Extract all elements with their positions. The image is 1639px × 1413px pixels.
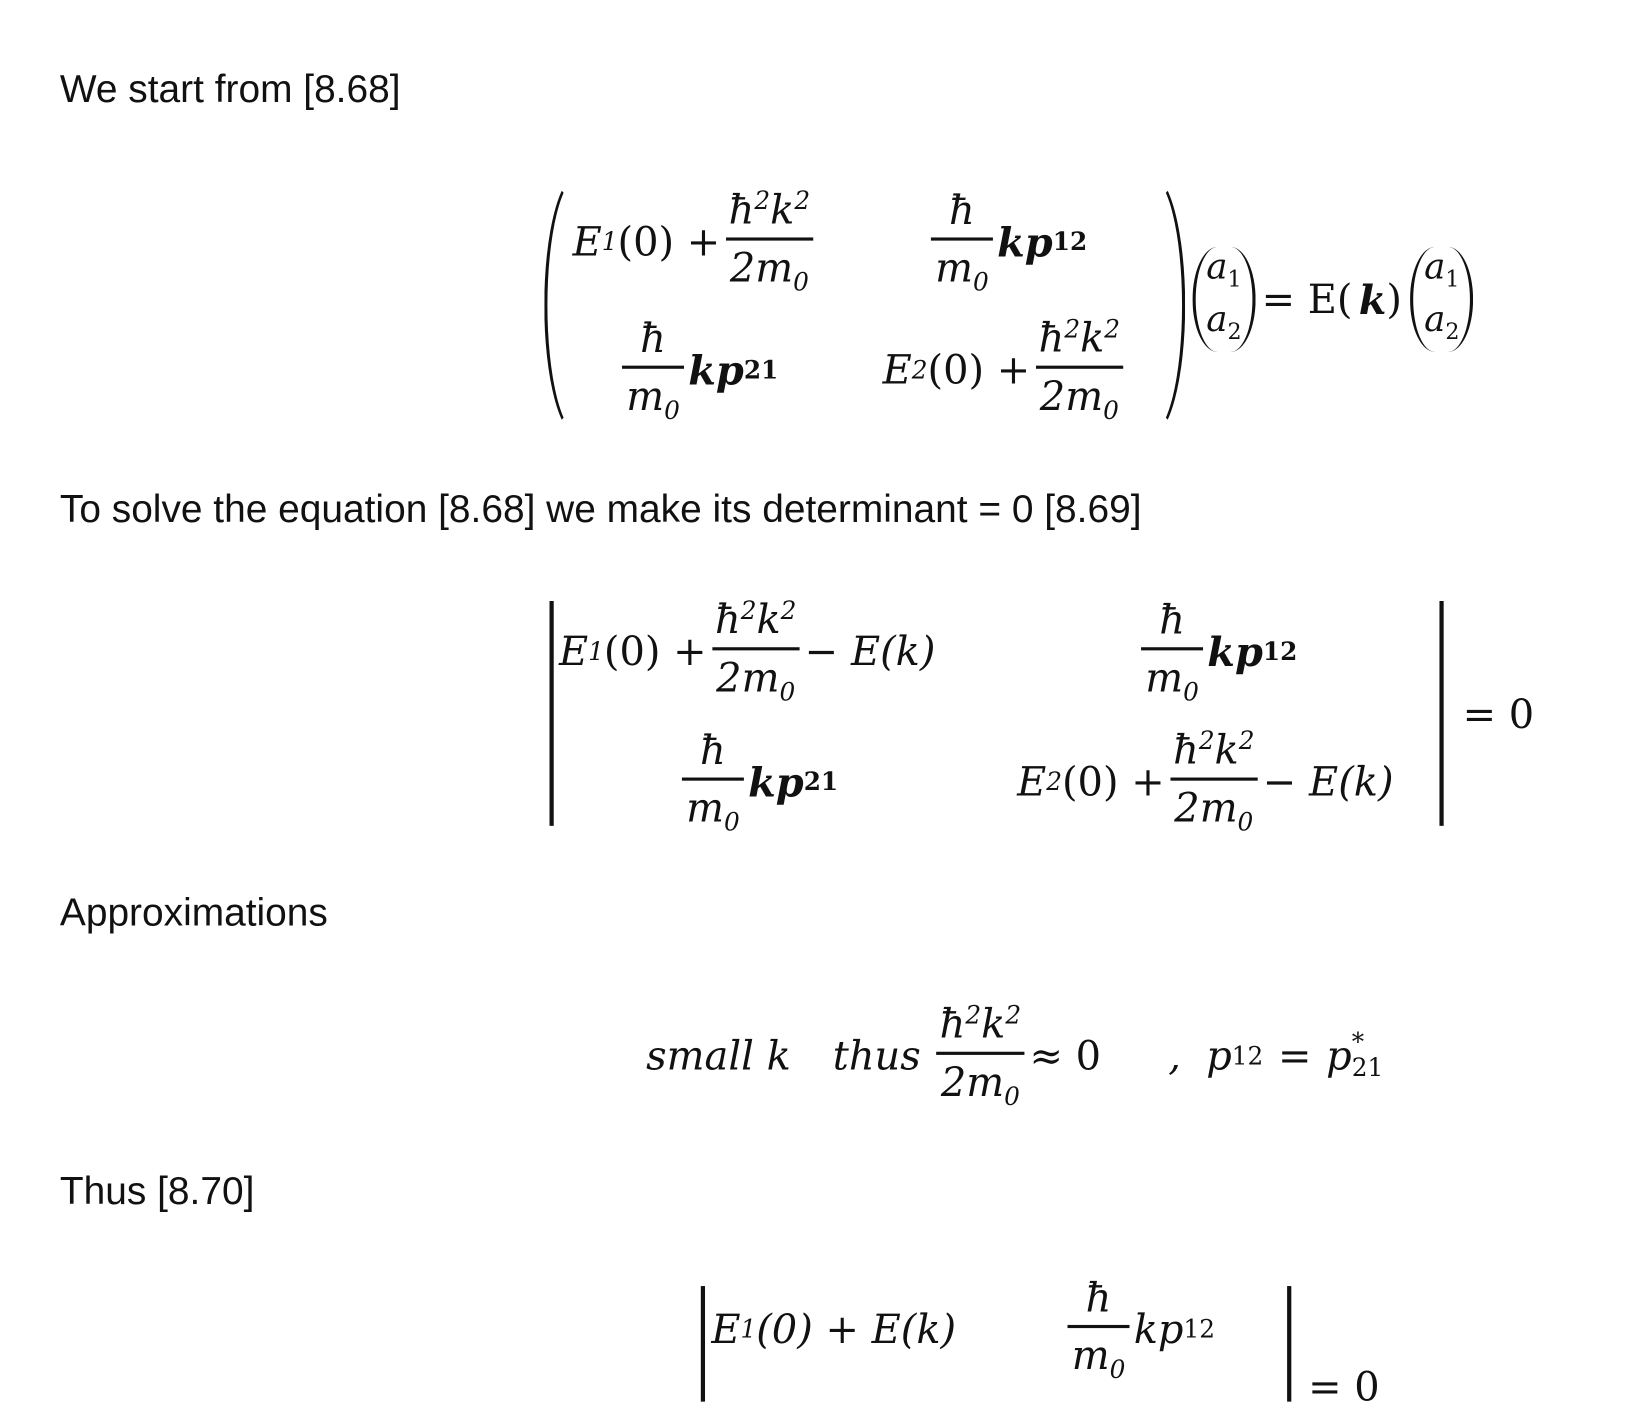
det-cell-21: $\frac{ħ}{m_0}$ kp 21: [678, 719, 838, 845]
determinant-bar-left: [701, 1286, 705, 1402]
vector-a-rhs: $a_1$ $a_2$: [1410, 247, 1473, 352]
matrix-cell-12: $\frac{ħ}{m_0}$ kp 12: [927, 179, 1087, 305]
matrix-cell-21: $\frac{ħ}{m_0}$ kp 21: [618, 307, 778, 433]
vector-a: $a_1$ $a_2$: [1193, 247, 1256, 352]
det-cell-12: $\frac{ħ}{m_0}$ kp 12: [1137, 588, 1297, 714]
matrix-cell-11: E 1 (0) + $\frac{ħ^2k^2}{2m_0}$: [573, 179, 819, 305]
paragraph-thus: Thus [8.70]: [59, 1169, 255, 1213]
matrix-cell-22: E 2 (0) + $\frac{ħ^2k^2}{2m_0}$: [883, 307, 1129, 433]
determinant-bar-right: [1287, 1286, 1291, 1402]
determinant-bar-right: [1439, 601, 1443, 826]
det-cell-22: E 2 (0) + $\frac{ħ^2k^2}{2m_0}$ − E(k): [1017, 726, 1394, 838]
paragraph-approximations: Approximations: [59, 890, 328, 935]
equals-zero: = 0: [1308, 1363, 1380, 1411]
det-cell-11: E 1 (0) + $\frac{ħ^2k^2}{2m_0}$ − E(k): [558, 596, 936, 707]
paragraph-intro: We start from [8.68]: [59, 67, 401, 111]
equals-zero: = 0: [1462, 691, 1535, 738]
equation-rhs: $a_1$ $a_2$ = E( k ) $a_1$ $a_2$: [1193, 257, 1474, 341]
paragraph-determinant: To solve the equation [8.68] we make its determinant = 0 [8.69]: [59, 487, 1142, 531]
det-cell-12: $\frac{ħ}{m_0}$ kp 12: [1063, 1266, 1215, 1392]
det-cell-11: E 1 (0) + E(k): [711, 1306, 957, 1353]
determinant-bar-left: [550, 601, 554, 826]
approximation-equation: small k thus $\frac{ħ^2k^2}{2m_0}$ ≈ 0 , p 12 = p * 21: [646, 1000, 1384, 1112]
